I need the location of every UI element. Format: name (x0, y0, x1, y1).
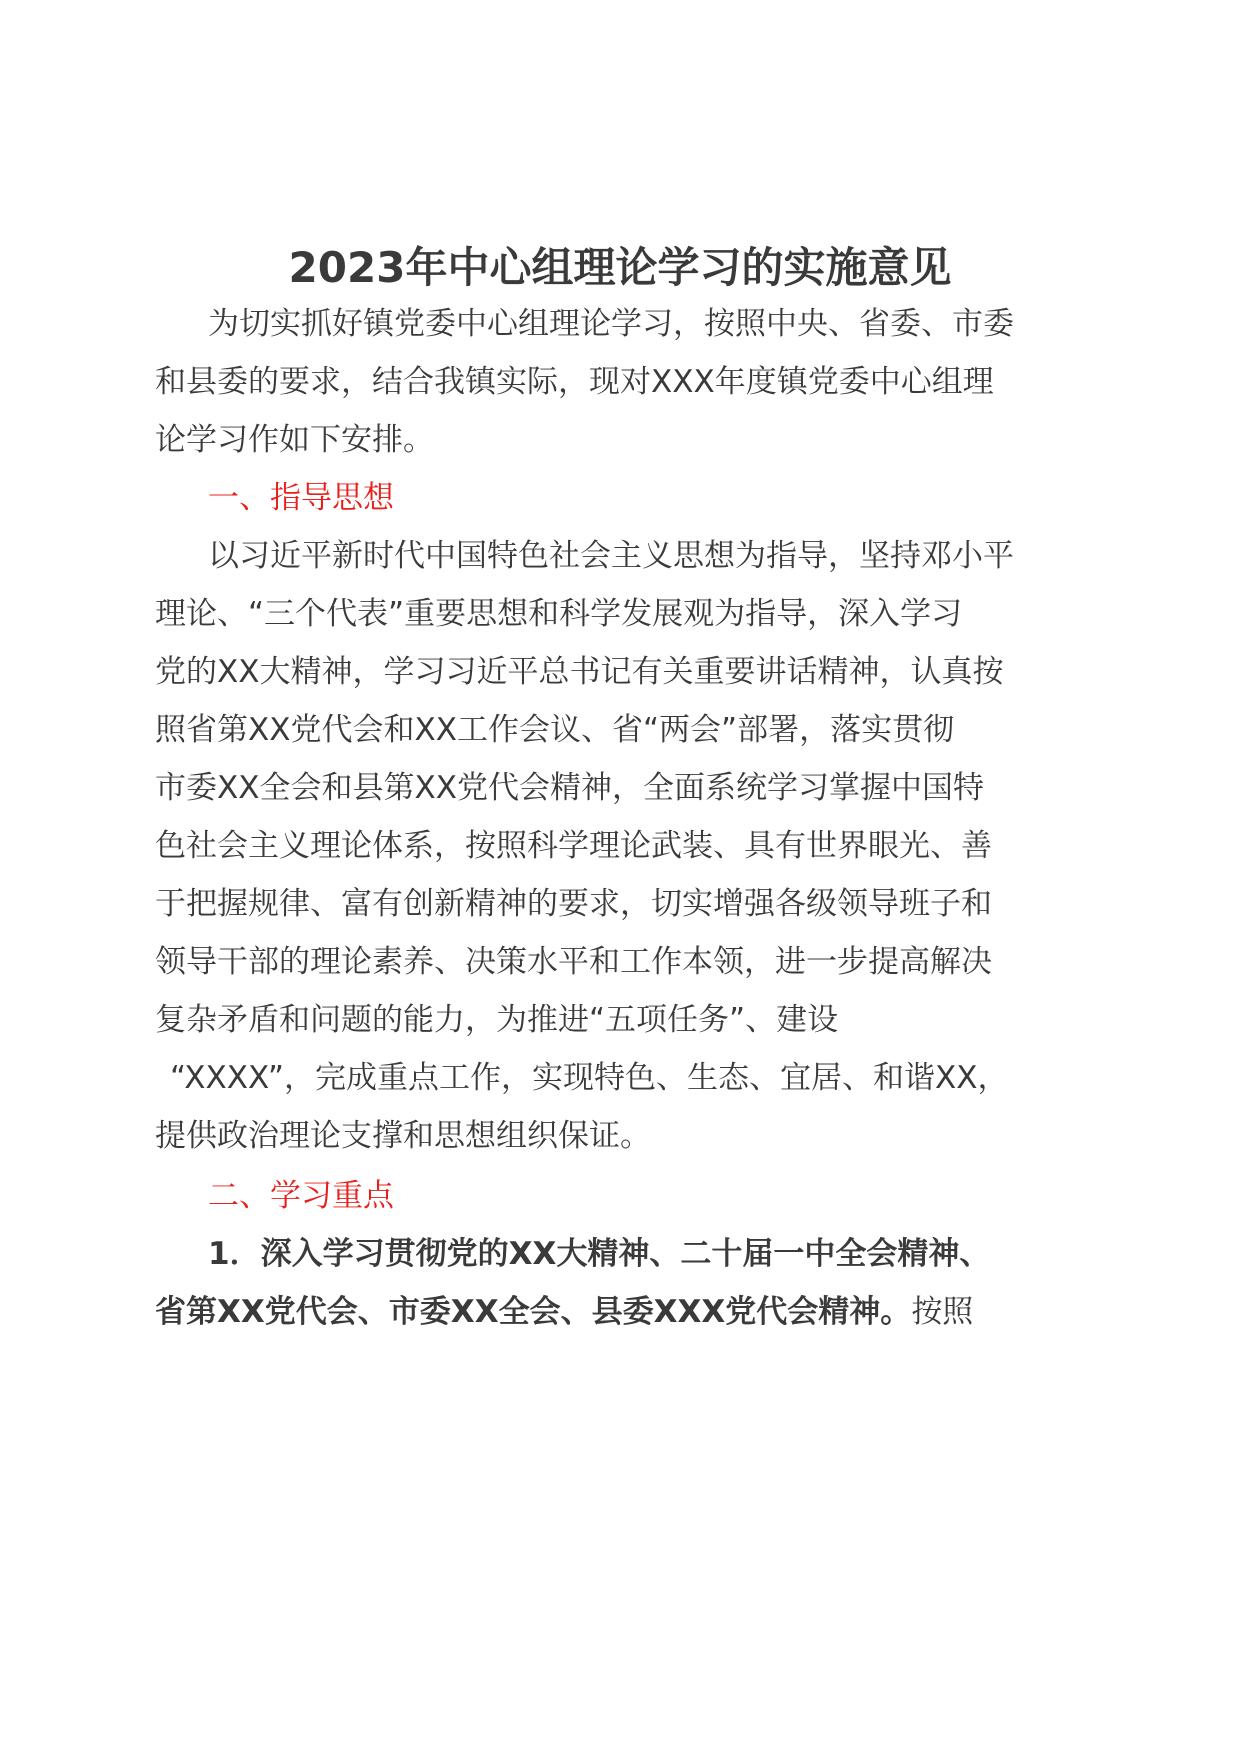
intro-line-3: 论学习作如下安排。 (155, 422, 434, 458)
intro-line-1: 为切实抓好镇党委中心组理论学习，按照中央、省委、市委 (208, 306, 1014, 342)
item1-line-2-bold: 省第XX党代会、市委XX全会、县委XXX党代会精神。 (155, 1294, 912, 1330)
section1-line-7: 于把握规律、富有创新精神的要求，切实增强各级领导班子和 (155, 886, 992, 922)
item1-line-2-rest: 按照 (911, 1294, 974, 1330)
item1-line-2 (155, 1290, 973, 1334)
section1-line-11: 提供政治理论支撑和思想组织保证。 (155, 1118, 651, 1154)
section1-line-9: 复杂矛盾和问题的能力，为推进“五项任务”、建设 (155, 1002, 839, 1038)
section1-line-8: 领导干部的理论素养、决策水平和工作本领，进一步提高解决 (155, 944, 992, 980)
section1-line-5: 市委XX全会和县第XX党代会精神，全面系统学习掌握中国特 (155, 770, 984, 806)
section-heading-study-focus: 二、学习重点 (208, 1178, 394, 1214)
section1-line-2: 理论、“三个代表”重要思想和科学发展观为指导，深入学习 (155, 596, 963, 632)
intro-line-2: 和县委的要求，结合我镇实际，现对XXX年度镇党委中心组理 (155, 364, 994, 400)
section1-line-3: 党的XX大精神，学习习近平总书记有关重要讲话精神，认真按 (155, 654, 1004, 690)
section1-line-4: 照省第XX党代会和XX工作会议、省“两会”部署，落实贯彻 (155, 712, 955, 748)
section1-line-6: 色社会主义理论体系，按照科学理论武装、具有世界眼光、善 (155, 828, 992, 864)
item1-line-1: 1．深入学习贯彻党的XX大精神、二十届一中全会精神、 (208, 1236, 991, 1272)
section-heading-guiding-ideology: 一、指导思想 (208, 480, 394, 516)
section1-line-1: 以习近平新时代中国特色社会主义思想为指导，坚持邓小平 (208, 538, 1014, 574)
document-title: 2023年中心组理论学习的实施意见 (288, 243, 952, 292)
section1-line-10: “XXXX”，完成重点工作，实现特色、生态、宜居、和谐XX， (170, 1060, 1009, 1096)
